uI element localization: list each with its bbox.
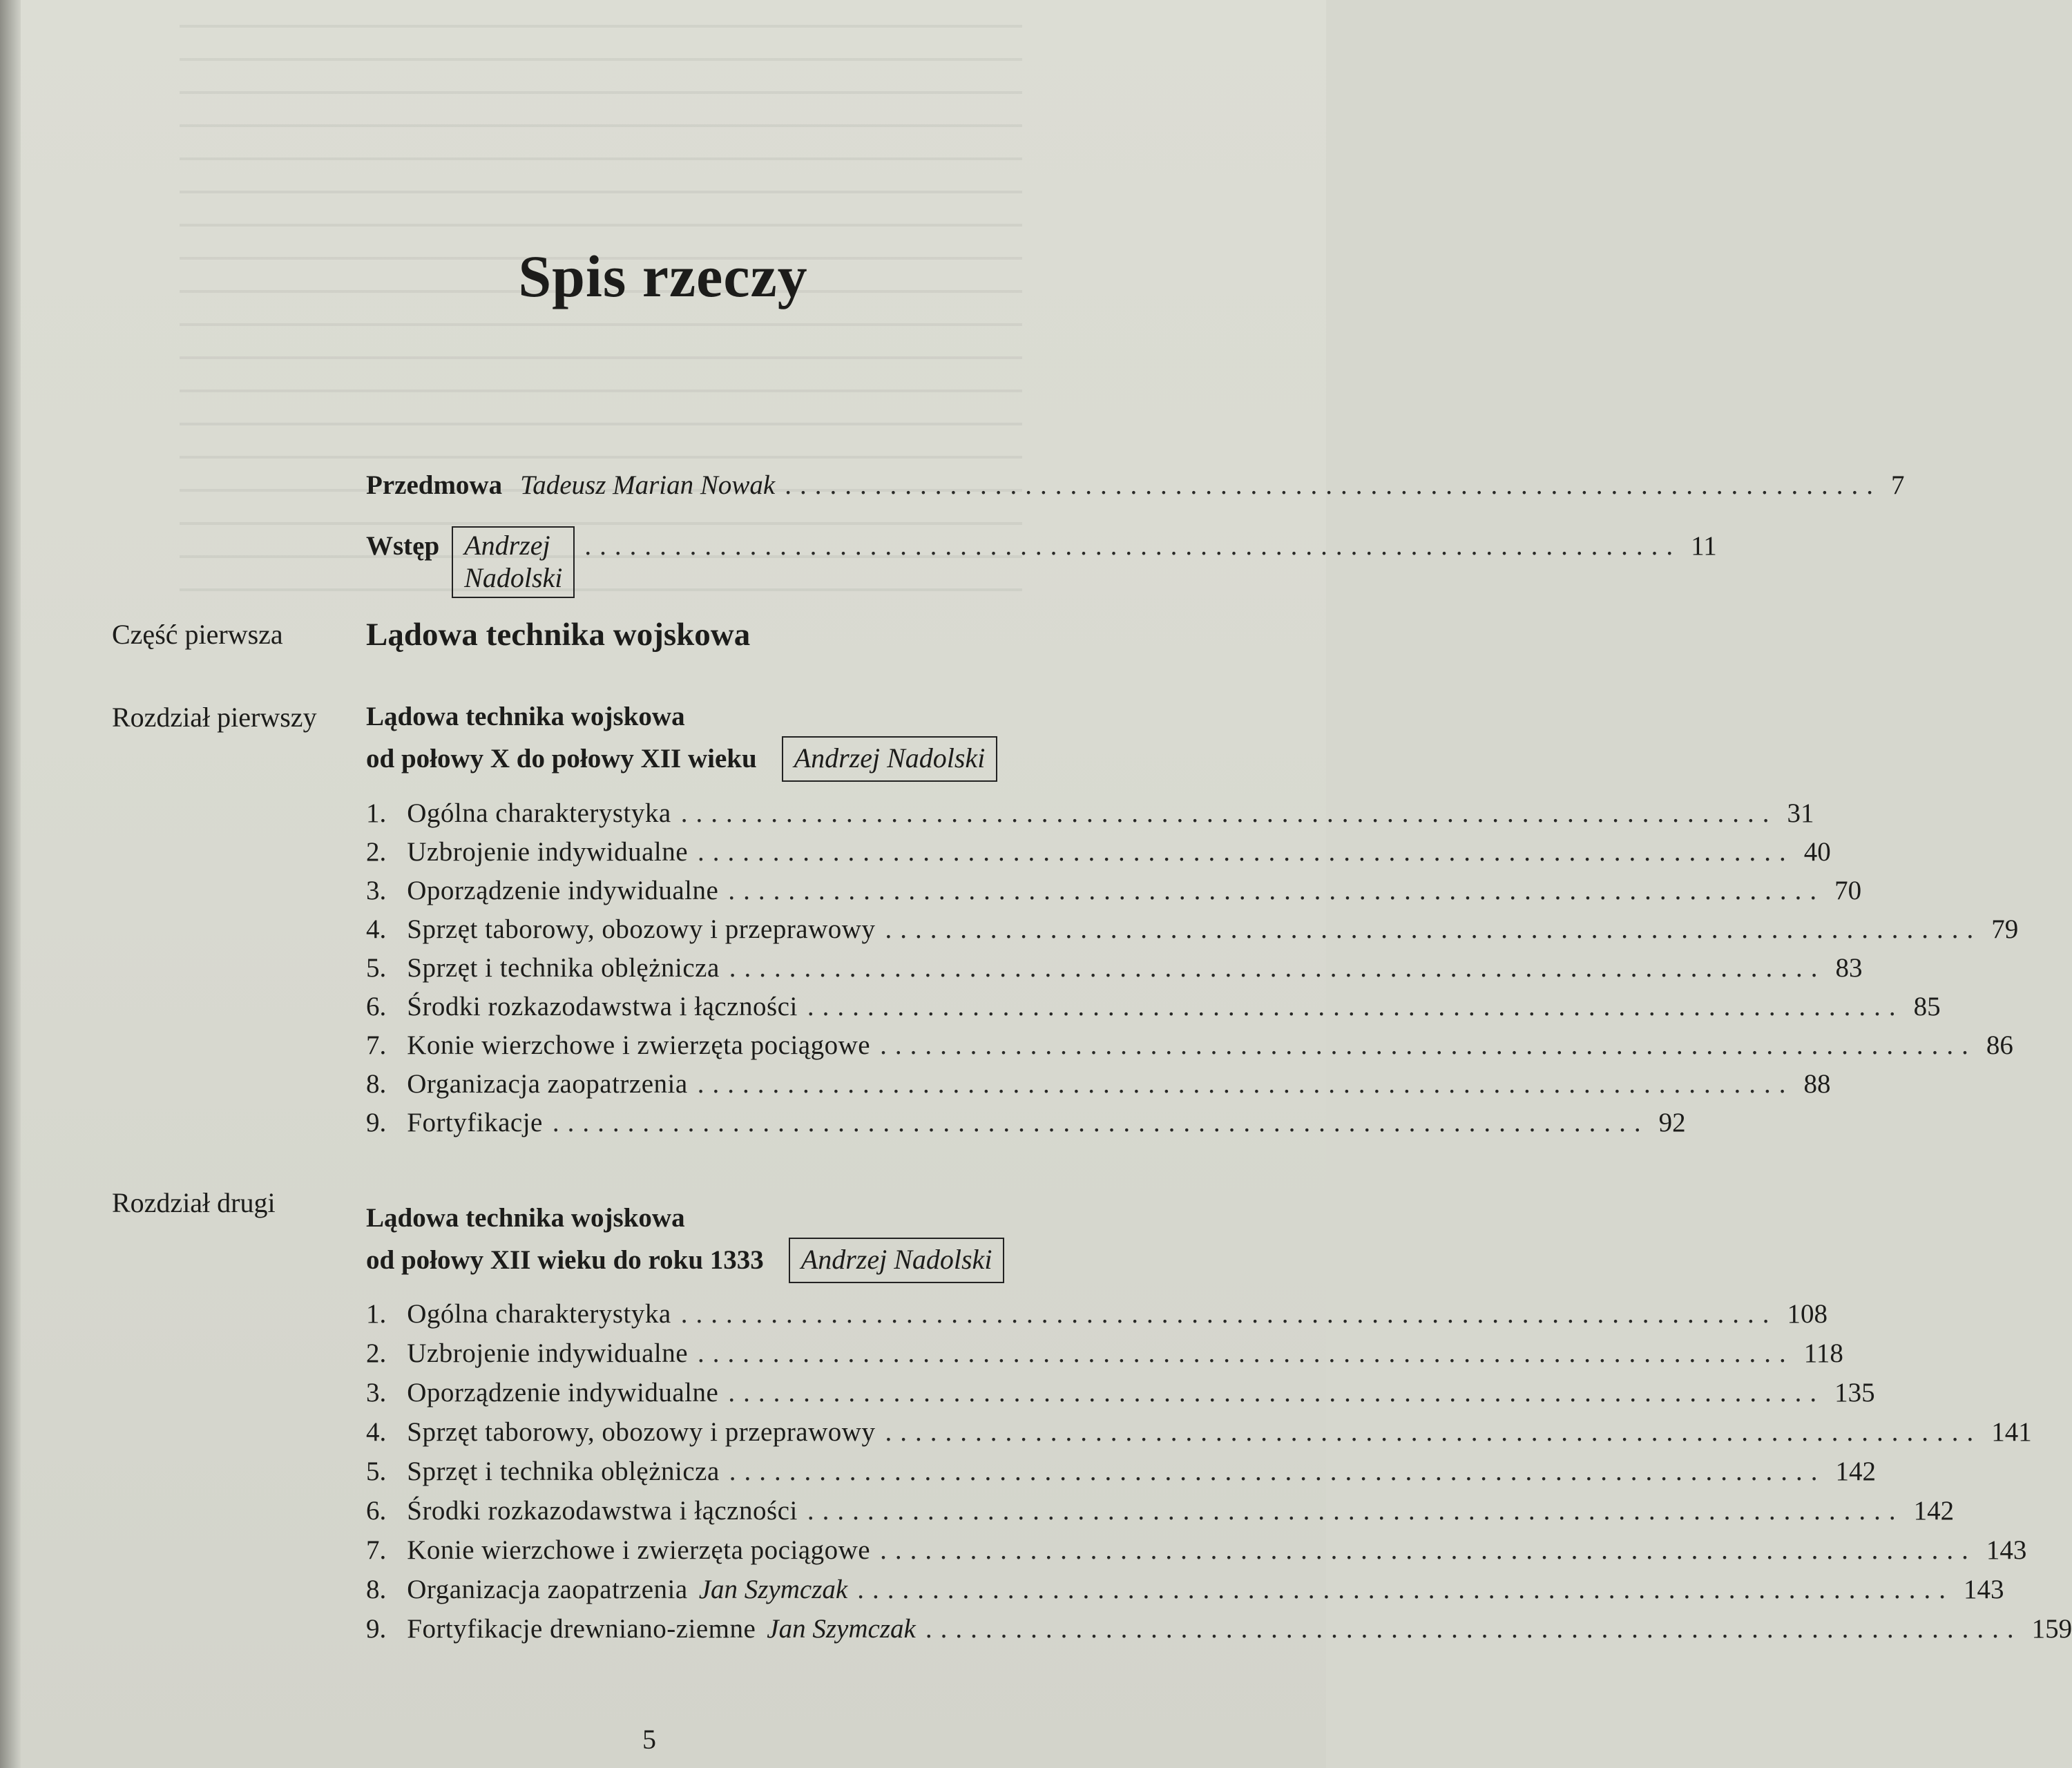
- entry-label: Sprzęt taborowy, obozowy i przeprawowy: [407, 1417, 876, 1447]
- entry-number: 3.: [366, 1378, 387, 1407]
- toc-entry[interactable]: [366, 914, 2019, 955]
- entry-label: Sprzęt i technika oblężnicza: [407, 953, 720, 983]
- entry-page-number: 143: [1963, 1575, 2004, 1604]
- entry-page-number: 135: [1834, 1378, 1875, 1407]
- dot-leader: .........................................................................: [885, 914, 1982, 944]
- toc-entry[interactable]: [366, 991, 1941, 1032]
- entry-page-number: 70: [1834, 876, 1862, 905]
- entry-number: 5.: [366, 953, 387, 983]
- dot-leader: .........................................................................: [552, 1108, 1649, 1137]
- toc-entry-wstep[interactable]: [366, 526, 1717, 593]
- entry-number: 1.: [366, 1299, 387, 1329]
- dot-leader: .........................................................................: [584, 531, 1682, 561]
- entry-label: Uzbrojenie indywidualne: [407, 1338, 689, 1368]
- page-number: 5: [642, 1724, 656, 1755]
- entry-page-number: 118: [1803, 1338, 1843, 1368]
- entry-number: 9.: [366, 1108, 387, 1137]
- entry-number: 6.: [366, 1496, 387, 1526]
- toc-entry-przedmowa[interactable]: [366, 470, 1905, 511]
- dot-leader: .........................................................................: [807, 1496, 1904, 1526]
- toc-entry[interactable]: [366, 1456, 1877, 1497]
- chapter-side-label: Rozdział pierwszy: [112, 702, 317, 733]
- dot-leader: .........................................................................: [728, 876, 1825, 905]
- entry-page-number: 142: [1835, 1457, 1877, 1486]
- entry-page-number: 159: [2031, 1614, 2072, 1644]
- dot-leader: .........................................................................: [880, 1535, 1977, 1565]
- toc-entry[interactable]: [366, 1377, 1875, 1419]
- entry-label: Przedmowa: [366, 470, 503, 500]
- entry-label: Wstęp: [366, 531, 440, 561]
- dot-leader: .........................................................................: [729, 1457, 1826, 1486]
- author-box: Andrzej Nadolski: [452, 526, 575, 598]
- entry-number: 7.: [366, 1535, 387, 1565]
- entry-number: 5.: [366, 1457, 387, 1486]
- entry-label: Organizacja zaopatrzenia: [407, 1069, 688, 1099]
- dot-leader: .........................................................................: [807, 992, 1904, 1021]
- entry-number: 6.: [366, 992, 387, 1021]
- entry-label: Konie wierzchowe i zwierzęta pociągowe: [407, 1030, 871, 1060]
- toc-entry[interactable]: [366, 1613, 2072, 1655]
- entry-label: Fortyfikacje drewniano-ziemne: [407, 1614, 756, 1644]
- dot-leader: .........................................................................: [880, 1030, 1977, 1060]
- entry-number: 4.: [366, 914, 387, 944]
- entry-page-number: 142: [1913, 1496, 1955, 1526]
- dot-leader: .........................................................................: [857, 1575, 1954, 1604]
- dot-leader: .........................................................................: [698, 837, 1794, 867]
- toc-entry[interactable]: [366, 1495, 1955, 1537]
- entry-number: 8.: [366, 1069, 387, 1099]
- entry-page-number: 108: [1787, 1299, 1828, 1329]
- toc-entry[interactable]: [366, 1068, 1831, 1110]
- entry-page-number: 79: [1991, 914, 2019, 944]
- entry-number: 4.: [366, 1417, 387, 1447]
- dot-leader: .........................................................................: [885, 1417, 1982, 1447]
- toc-entry[interactable]: [366, 1030, 2013, 1071]
- dot-leader: .........................................................................: [729, 953, 1826, 983]
- entry-author: Jan Szymczak: [767, 1614, 916, 1644]
- entry-number: 1.: [366, 798, 387, 828]
- toc-entry[interactable]: [366, 798, 1814, 839]
- entry-page-number: 40: [1803, 837, 1831, 867]
- dot-leader: .........................................................................: [680, 1299, 1778, 1329]
- entry-number: 7.: [366, 1030, 387, 1060]
- dot-leader: .........................................................................: [785, 470, 1881, 500]
- entry-label: Ogólna charakterystyka: [407, 1299, 671, 1329]
- toc-entry[interactable]: [366, 1338, 1843, 1379]
- chapter-title: [366, 698, 997, 782]
- toc-entry[interactable]: [366, 952, 1863, 994]
- dot-leader: .........................................................................: [680, 798, 1778, 828]
- entry-label: Fortyfikacje: [407, 1108, 543, 1137]
- chapter-title-line1: Lądowa technika wojskowa: [366, 1203, 685, 1233]
- entry-number: 2.: [366, 837, 387, 867]
- chapter-side-label: Rozdział drugi: [112, 1187, 276, 1218]
- entry-page-number: 85: [1913, 992, 1941, 1021]
- entry-label: Konie wierzchowe i zwierzęta pociągowe: [407, 1535, 871, 1565]
- toc-entry[interactable]: [366, 1416, 2032, 1458]
- chapter-title: [366, 1199, 1004, 1283]
- part-side-label: Część pierwsza: [112, 619, 283, 650]
- toc-entry[interactable]: [366, 1574, 2004, 1615]
- entry-label: Organizacja zaopatrzenia: [407, 1575, 688, 1604]
- entry-page-number: 31: [1787, 798, 1814, 828]
- page-title: Spis rzeczy: [518, 243, 808, 309]
- toc-entry[interactable]: [366, 1107, 1686, 1149]
- entry-number: 3.: [366, 876, 387, 905]
- entry-label: Uzbrojenie indywidualne: [407, 837, 689, 867]
- entry-label: Sprzęt i technika oblężnicza: [407, 1457, 720, 1486]
- entry-page-number: 7: [1890, 470, 1905, 500]
- entry-label: Ogólna charakterystyka: [407, 798, 671, 828]
- entry-author: Tadeusz Marian Nowak: [520, 470, 776, 500]
- author-box: Andrzej Nadolski: [782, 736, 998, 782]
- entry-label: Środki rozkazodawstwa i łączności: [407, 992, 798, 1021]
- dot-leader: .........................................................................: [698, 1338, 1794, 1368]
- entry-page-number: 143: [1986, 1535, 2027, 1565]
- chapter-title-line2: od połowy X do połowy XII wieku: [366, 744, 757, 774]
- author-box: Andrzej Nadolski: [789, 1238, 1005, 1283]
- entry-page-number: 86: [1986, 1030, 2013, 1060]
- entry-page-number: 141: [1991, 1417, 2032, 1447]
- part-title: Lądowa technika wojskowa: [366, 617, 751, 653]
- entry-label: Oporządzenie indywidualne: [407, 876, 719, 905]
- dot-leader: .........................................................................: [728, 1378, 1825, 1407]
- dot-leader: .........................................................................: [925, 1614, 2022, 1644]
- toc-entry[interactable]: [366, 1535, 2027, 1576]
- entry-page-number: 92: [1658, 1108, 1686, 1137]
- entry-label: Sprzęt taborowy, obozowy i przeprawowy: [407, 914, 876, 944]
- dot-leader: .........................................................................: [697, 1069, 1794, 1099]
- entry-page-number: 11: [1691, 531, 1717, 561]
- chapter-title-line2-row: [366, 1238, 1004, 1283]
- toc-entry[interactable]: [366, 875, 1862, 916]
- entry-page-number: 83: [1835, 953, 1863, 983]
- entry-author: Jan Szymczak: [698, 1575, 848, 1604]
- entry-label: Środki rozkazodawstwa i łączności: [407, 1496, 798, 1526]
- toc-entry[interactable]: [366, 1298, 1828, 1340]
- chapter-title-line1: Lądowa technika wojskowa: [366, 702, 685, 731]
- entry-number: 2.: [366, 1338, 387, 1368]
- chapter-title-line2: od połowy XII wieku do roku 1333: [366, 1245, 764, 1275]
- entry-label: Oporządzenie indywidualne: [407, 1378, 719, 1407]
- chapter-title-line2-row: [366, 736, 997, 782]
- toc-entry[interactable]: [366, 836, 1831, 878]
- entry-page-number: 88: [1803, 1069, 1831, 1099]
- entry-number: 8.: [366, 1575, 387, 1604]
- entry-number: 9.: [366, 1614, 387, 1644]
